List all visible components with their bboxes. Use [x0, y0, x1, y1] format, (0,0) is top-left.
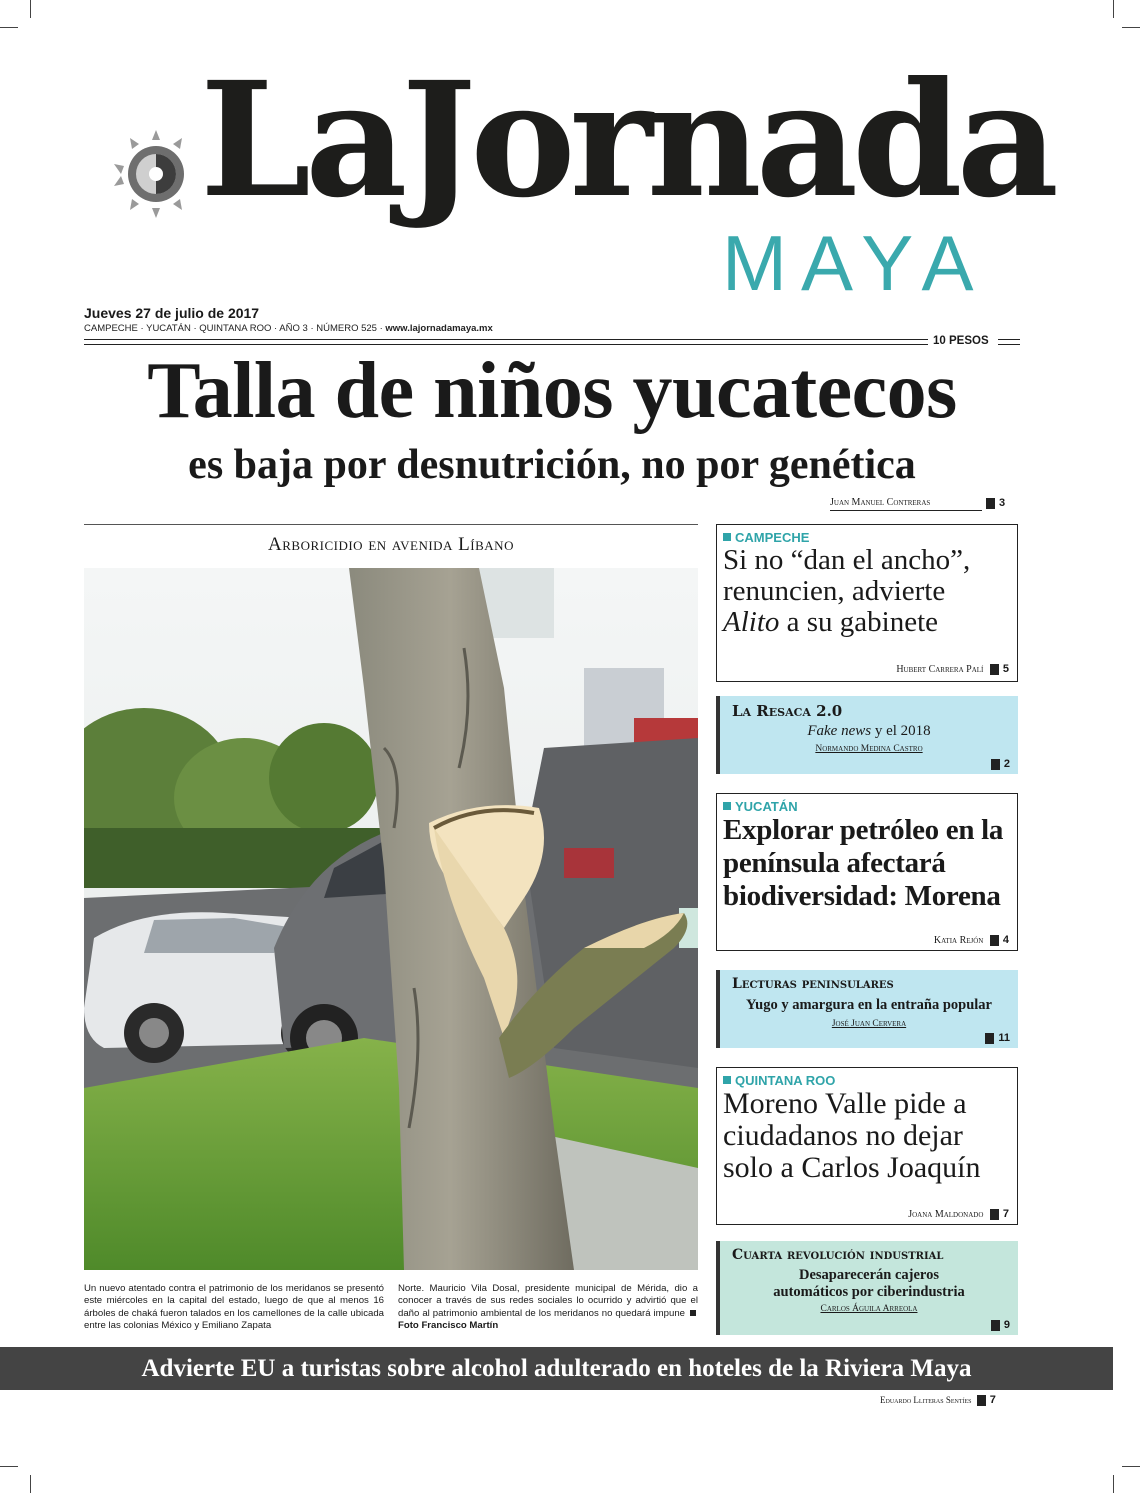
main-headline[interactable]: Talla de niños yucatecos	[147, 347, 957, 435]
story-campeche[interactable]	[716, 524, 1018, 682]
crop-mark	[30, 1475, 31, 1493]
story-byline: Katia Rejón 4	[933, 933, 1009, 946]
crop-mark	[1113, 1475, 1114, 1493]
square-bullet-icon	[985, 1033, 994, 1044]
square-bullet-icon	[723, 533, 731, 541]
section-tag: CAMPECHE	[717, 525, 1017, 545]
column-title: Cuarta revolución industrial	[732, 1247, 944, 1263]
crop-mark	[30, 0, 31, 18]
column-author[interactable]: José Juan Cervera	[831, 1019, 907, 1029]
crop-mark	[0, 1466, 18, 1467]
crop-mark	[0, 27, 18, 28]
square-bullet-icon	[991, 1320, 1000, 1331]
column-page-ref: 2	[991, 758, 1010, 770]
issue-date: Jueves 27 de julio de 2017	[84, 305, 260, 321]
column-author[interactable]: Normando Medina Castro	[815, 744, 923, 754]
story-headline: Explorar petróleo en la península afectará biodiversidad: Morena	[723, 814, 1004, 912]
photo-credit: Foto Francisco Martín	[398, 1320, 499, 1332]
masthead-rule	[998, 339, 1020, 345]
column-la-resaca[interactable]	[716, 696, 1018, 774]
square-bullet-icon	[977, 1395, 986, 1406]
column-subtitle: Desaparecerán cajeros automáticos por ciberindustria	[773, 1267, 965, 1300]
lead-byline: Juan Manuel Contreras	[830, 497, 931, 508]
square-bullet-icon	[991, 759, 1000, 770]
column-subtitle: Fake news y el 2018	[807, 723, 931, 739]
photo-caption-right: Norte. Mauricio Vila Dosal, presidente municipal de Mérida, dio a conocer a través de sus redes sociales lo ocurrido y advirtió que el daño al patrimonio ambiental de los meridanos no quedará impune Foto Francisco Martín	[398, 1283, 698, 1332]
edition-line: CAMPECHE · YUCATÁN · QUINTANA ROO · AÑO 3 · NÚMERO 525 · www.lajornadamaya.mx	[84, 323, 493, 334]
masthead-maya: MAYA	[722, 219, 988, 307]
square-bullet-icon	[986, 498, 995, 509]
lead-page-ref: 3	[986, 497, 1005, 509]
tree-photo	[84, 568, 698, 1270]
website-link[interactable]: www.lajornadamaya.mx	[385, 323, 493, 334]
crop-mark	[1113, 0, 1114, 18]
square-bullet-icon	[990, 664, 999, 675]
masthead-logo: LaJornada	[200, 48, 1053, 233]
square-bullet-icon	[990, 935, 999, 946]
column-page-ref: 11	[985, 1032, 1010, 1044]
photo-title: Arboricidio en avenida Líbano	[268, 534, 514, 555]
column-title: Lecturas peninsulares	[732, 976, 894, 992]
crop-mark	[1122, 27, 1140, 28]
column-title: La Resaca 2.0	[732, 702, 843, 720]
byline-rule	[830, 510, 982, 511]
column-page-ref: 9	[991, 1319, 1010, 1331]
main-subhead[interactable]: es baja por desnutrición, no por genética	[188, 442, 916, 488]
story-byline: Joana Maldonado 7	[908, 1207, 1009, 1220]
bottom-banner-headline[interactable]: Advierte EU a turistas sobre alcohol adulterado en hoteles de la Riviera Maya	[0, 1347, 1113, 1390]
story-byline: Hubert Carrera Palí 5	[896, 662, 1009, 675]
story-quintana-roo[interactable]	[716, 1067, 1018, 1225]
masthead-rule	[84, 339, 928, 345]
sun-logo-icon	[110, 128, 202, 220]
story-yucatan[interactable]	[716, 793, 1018, 951]
photo-rule	[84, 524, 698, 525]
square-bullet-icon	[723, 1076, 731, 1084]
crop-mark	[1122, 1466, 1140, 1467]
square-bullet-icon	[690, 1310, 696, 1316]
price-label: 10 PESOS	[933, 335, 989, 347]
column-author[interactable]: Carlos Águila Arreola	[820, 1304, 918, 1314]
column-subtitle: Yugo y amargura en la entraña popular	[746, 997, 992, 1013]
section-tag: YUCATÁN	[717, 794, 1017, 814]
square-bullet-icon	[990, 1209, 999, 1220]
story-headline: Moreno Valle pide a ciudadanos no dejar solo a Carlos Joaquín	[723, 1087, 981, 1184]
column-cuarta-revolucion[interactable]	[716, 1241, 1018, 1335]
square-bullet-icon	[723, 802, 731, 810]
column-lecturas[interactable]	[716, 970, 1018, 1048]
banner-byline: Eduardo Lliteras Sentíes 7	[880, 1394, 996, 1406]
story-headline: Si no “dan el ancho”, renuncien, advierte Alito a su gabinete	[723, 544, 971, 638]
section-tag: QUINTANA ROO	[717, 1068, 1017, 1088]
photo-caption-left: Un nuevo atentado contra el patrimonio de los meridanos se presentó este miércoles en la capital del estado, luego de que al menos 16 árboles de chaká fueron talados en los camellones de la calle ubicada entre las colonias México y Emiliano Zapata	[84, 1283, 384, 1332]
